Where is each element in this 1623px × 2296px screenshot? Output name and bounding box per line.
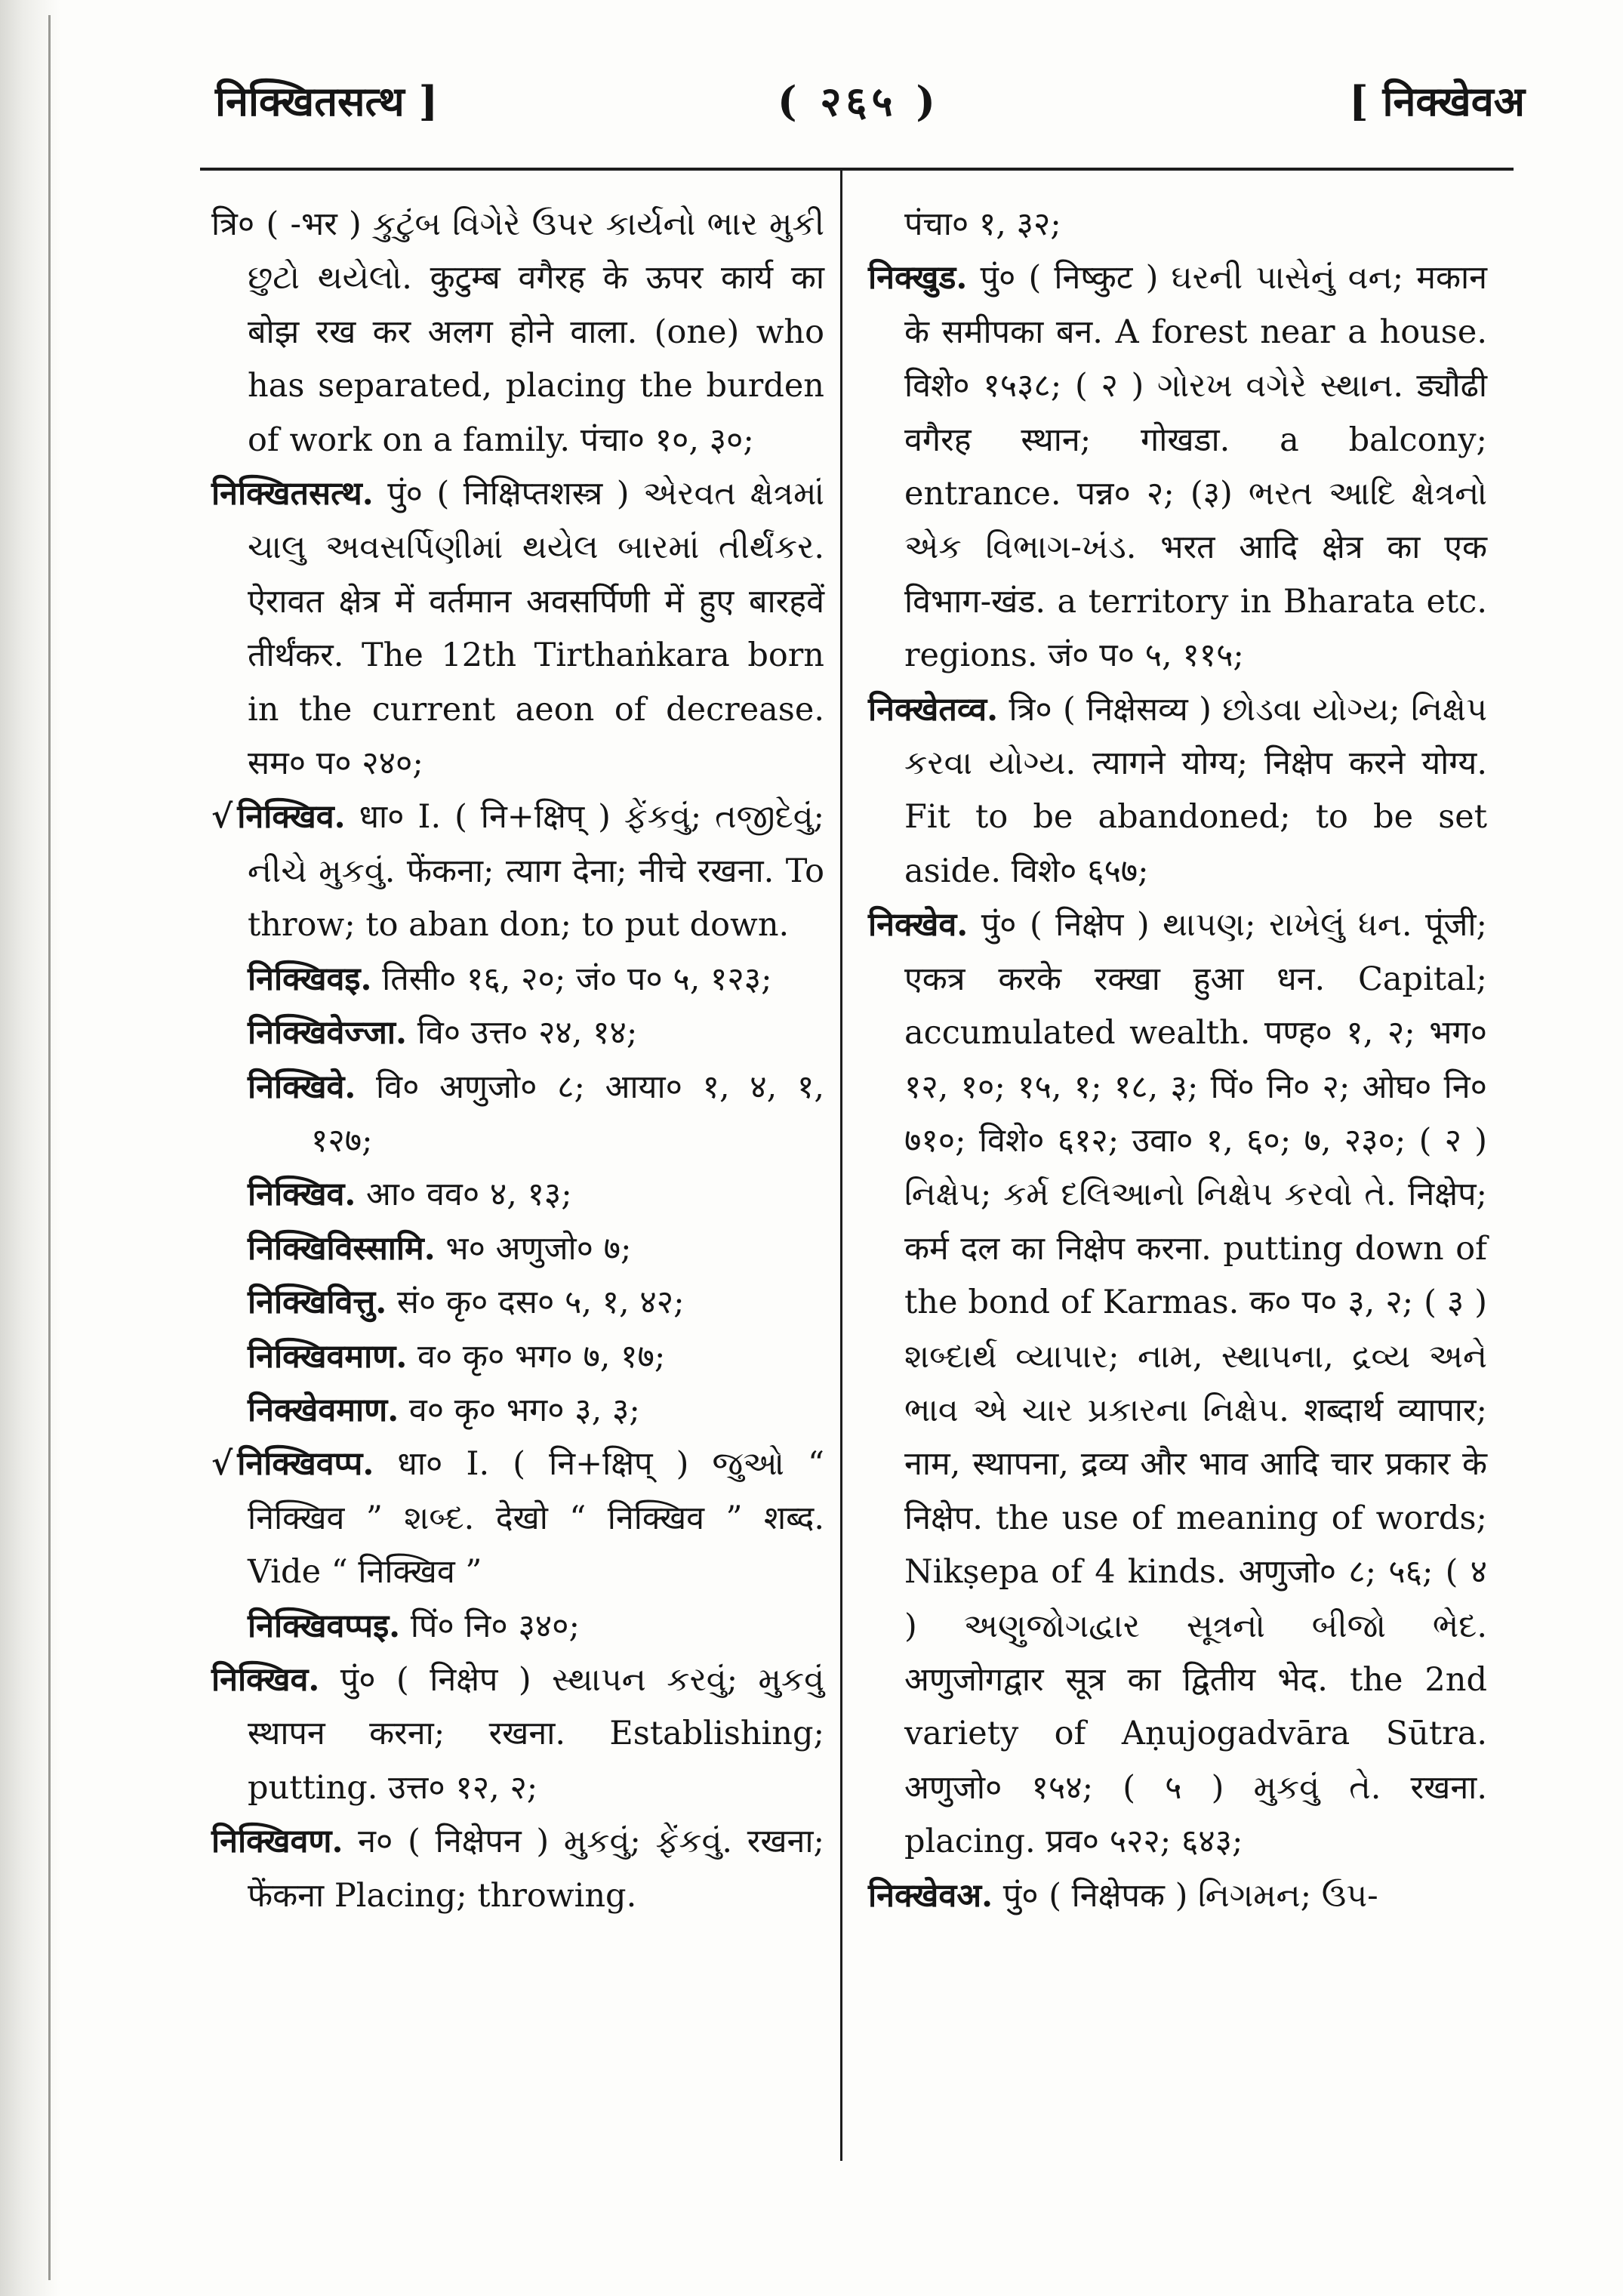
entry-definition: त्रि० ( -भर ) કુટુંબ વિગેરે ઉપર કાર્યનો ભાર મુકી છુટો થયેલો. कुटुम्ब वगैरह के ऊपर कार्य का बोझ रख कर अलग होने वाला. (one) who has separated, placing the burden of work on a family. पंचा० १०, ३०; <box>211 205 824 459</box>
entry-definition: त्रि० ( निक्षेसव्य ) છોડવા યોગ્ય; નિક્ષેપ કરવા યોગ્ય. त्यागने योग्य; निक्षेप करने योग्य. Fit to be abandoned; to be set aside. विशे० ६५७; <box>904 690 1487 890</box>
headword: निक्खिवे. <box>248 1068 356 1106</box>
headword: निक्खितसत्थ. <box>211 475 374 513</box>
sub-entry <box>211 1276 824 1330</box>
sub-entry <box>211 1330 824 1384</box>
headword: निक्खेवअ. <box>868 1876 993 1915</box>
header-rule <box>200 168 1514 171</box>
headword: निक्खिवमाण. <box>248 1337 408 1376</box>
page-binding-shadow <box>0 0 60 2296</box>
sub-entry <box>211 1006 824 1060</box>
column-divider <box>840 168 842 2161</box>
dictionary-entry <box>868 683 1487 899</box>
headword: निक्खेवमाण. <box>248 1391 399 1429</box>
entry-definition: पुं० ( निक्षिप्तशस्त्र ) એરવત ક્ષેત્રમાં ચાલુ અવસર્પિણીમાં થયેલ બારમાં તીર્થંકર. ऐरावत क्षेत्र में वर्तमान अवसर्पिणी में हुए बारहवें तीर्थंकर. The 12th Tirthaṅkara born in the current aeon of decrease. सम० प० २४०; <box>248 475 825 783</box>
entry-definition: भ० अणुजो० ७; <box>445 1229 632 1268</box>
dictionary-entry <box>211 791 824 952</box>
entry-definition: व० कृ० भग० ३, ३; <box>408 1391 640 1429</box>
checkmark-icon: √ <box>211 798 233 837</box>
entry-definition: पुं० ( निष्कुट ) ઘરની પાસેનું વન; मकान के समीपका बन. A forest near a house. विशे० १५३८; ( २ ) ગોરખ વગેરે સ્થાન. ड्यौढी वगैरह स्थान; गोखडा. a balcony; entrance. पन्न० २; (३) ભરત આદિ ક્ષેત્રનો એક વિભાગ-ખંડ. भरत आदि क्षेत्र का एक विभाग-खंड. a territory in Bharata etc. regions. जं० प० ५, ११५; <box>904 259 1487 675</box>
dictionary-entry <box>211 1653 824 1815</box>
headword: निक्खिविस्सामि. <box>248 1229 436 1268</box>
entry-definition: पुं० ( निक्षेप ) થાપણ; રાખેલું ધન. पूंजी; एकत्र करके रक्खा हुआ धन. Capital; accumulated wealth. पण्ह० १, २; भग० १२, १०; १५, १; १८, ३; पिं० नि० २; ओघ० नि० ७१०; विशे० ६१२; उवा० १, ६०; ७, २३०; ( २ ) નિક્ષેપ; કર્મ દલિઆનો નિક્ષેપ કરવો તે. निक्षेप; कर्म दल का निक्षेप करना. putting down of the bond of Karmas. क० प० ३, २; ( ३ ) શબ્દાર્થ વ્યાપાર; નામ, સ્થાપના, દ્રવ્ય અને ભાવ એ ચાર પ્રકારના નિક્ષેપ. शब्दार्थ व्यापार; नाम, स्थापना, द्रव्य और भाव आदि चार प्रकार के निक्षेप. the use of meaning of words; Nikṣepa of 4 kinds. अणुजो० ८; ५६; ( ४ ) અણુજોગદ્વાર સૂત્રનો બીજો ભેદ. अणुजोगद्वार सूत्र का द्वितीय भेद. the 2nd variety of Aṇujogadvāra Sūtra. अणुजो० १५४; ( ५ ) મુકવું તે. रखना. placing. प्रव० ५२२; ६४३; <box>904 906 1487 1861</box>
page-header <box>0 72 1623 140</box>
dictionary-entry <box>868 898 1487 1869</box>
entry-definition: पुं० ( निक्षेप ) સ્થાપન કરવું; મુકવું स्थापन करना; रखना. Establishing; putting. उत्त० १२, २; <box>248 1660 825 1807</box>
entry-definition: पुं० ( निक्षेपक ) નિગમન; ઉપ- <box>1002 1876 1378 1915</box>
binding-edge-line <box>48 15 51 2280</box>
headword: निक्खिवइ. <box>248 960 372 998</box>
headword: निक्खिवेज्जा. <box>248 1014 408 1052</box>
left-column <box>211 198 824 1923</box>
dictionary-entry <box>868 251 1487 683</box>
entry-definition: वि० उत्त० २४, १४; <box>417 1014 638 1052</box>
entry-definition: सं० कृ० दस० ५, १, ४२; <box>396 1284 685 1322</box>
sub-entry <box>211 1384 824 1438</box>
headword: निक्खिवित्तु. <box>248 1284 387 1322</box>
entry-definition: आ० वव० ४, १३; <box>366 1176 572 1214</box>
entry-definition: न० ( निक्षेपन ) મુકવું; ફેંકવું. रखना; फेंकना Placing; throwing. <box>248 1823 825 1915</box>
header-right-guideword: [ निक्खेवअ <box>1349 77 1525 125</box>
headword: निक्खिव. <box>211 1660 320 1699</box>
dictionary-entry <box>211 1815 824 1923</box>
headword: निक्खेव. <box>868 906 969 945</box>
page-number: ( २६५ ) <box>778 77 940 125</box>
dictionary-entry <box>868 198 1487 251</box>
right-column <box>868 198 1487 1923</box>
header-left-guideword: निक्खितसत्थ ] <box>215 77 439 125</box>
entry-definition: धा० I. ( नि+क्षिप् ) ફેંકવું; તજીદેવું; નીચે મુકવું. फेंकना; त्याग देना; नीचे रखना. To throw; to aban don; to put down. <box>248 798 824 945</box>
sub-entry <box>211 1222 824 1276</box>
entry-definition: व० कृ० भग० ७, १७; <box>417 1337 666 1376</box>
headword: निक्खिवप्प. <box>237 1445 374 1484</box>
checkmark-icon: √ <box>211 1445 233 1484</box>
headword: निक्खिव. <box>237 798 346 837</box>
headword: निक्खुड. <box>868 259 968 297</box>
entry-definition: पिं० नि० ३४०; <box>410 1607 581 1645</box>
dictionary-entry <box>868 1869 1487 1923</box>
entry-definition: वि० अणुजो० ८; आया० १, ४, १, १२७; <box>311 1068 824 1160</box>
headword: निक्खिव. <box>248 1176 356 1214</box>
sub-entry <box>211 1168 824 1222</box>
headword: निक्खिवण. <box>211 1823 343 1861</box>
entry-definition: पंचा० १, ३२; <box>904 205 1061 243</box>
sub-entry <box>211 1061 824 1169</box>
entry-definition: धा० I. ( नि+क्षिप् ) જુઓ “ निक्खिव ” શબ્દ. देखो “ निक्खिव ” शब्द. Vide “ निक्खिव ” <box>248 1445 824 1592</box>
dictionary-entry <box>211 467 824 791</box>
dictionary-entry <box>211 198 824 467</box>
sub-entry <box>211 953 824 1006</box>
headword: निक्खिवप्पइ. <box>248 1607 401 1645</box>
sub-entry <box>211 1600 824 1653</box>
dictionary-entry <box>211 1438 824 1599</box>
entry-definition: तिसी० १६, २०; जं० प० ५, १२३; <box>382 960 772 998</box>
headword: निक्खेतव्व. <box>868 690 999 729</box>
